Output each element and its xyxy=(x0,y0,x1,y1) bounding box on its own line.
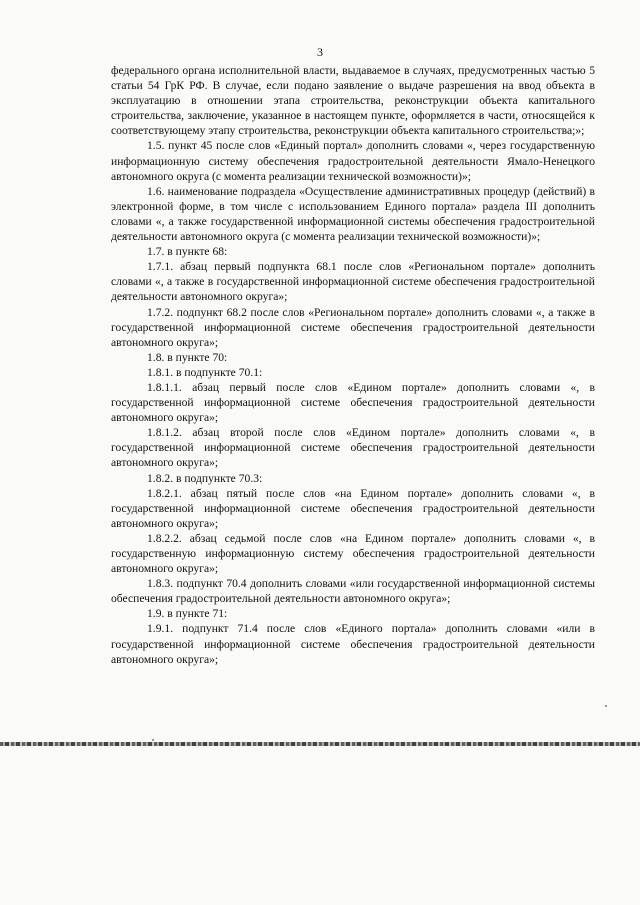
paragraph-1-8-1-1: 1.8.1.1. абзац первый после слов «Едином портале» дополнить словами «, в государственной информационной системе обеспечения градостроительной деятельности автономного округа»; xyxy=(111,380,595,425)
document-body xyxy=(111,63,595,667)
paragraph-1-8-2-1: 1.8.2.1. абзац пятый после слов «на Едином портале» дополнить словами «, в государственной информационной системе обеспечения градостроительной деятельности автономного округа»; xyxy=(111,486,595,530)
scan-speck xyxy=(605,705,607,707)
paragraph-1-8-2: 1.8.2. в подпункте 70.3: xyxy=(147,471,263,485)
paragraph-1-8-1: 1.8.1. в подпункте 70.1: xyxy=(147,365,263,379)
paragraph-1-7: 1.7. в пункте 68: xyxy=(147,245,228,259)
paragraph-1-9: 1.9. в пункте 71: xyxy=(147,607,228,621)
paragraph-continuation: федерального органа исполнительной власти, выдаваемое в случаях, предусмотренных частью 5 статьи 54 ГрК РФ. В случае, если подано заявление о выдаче разрешения на ввод объекта в эксплуатацию в отношении этапа строительства, реконструкции объекта капитального строительства, заключение, указанное в настоящем пункте, оформляется в части, относящейся к соответствующему этапу строительства, реконструкции объекта капитального строительства;»; xyxy=(111,64,595,138)
paragraph-1-8: 1.8. в пункте 70: xyxy=(147,350,228,364)
scan-artifact-line xyxy=(0,742,640,746)
paragraph-1-6: 1.6. наименование подраздела «Осуществление административных процедур (действий) в электронной форме, в том числе с использованием Единого портала» раздела III дополнить словами «, а также государственной информационной системы обеспечения градостроительной деятельности автономного округа (с момента реализации технической возможности)»; xyxy=(111,184,595,244)
paragraph-1-8-2-2: 1.8.2.2. абзац седьмой после слов «на Едином портале» дополнить словами «, в государственную информационную систему обеспечения градостроительной деятельности автономного округа»; xyxy=(111,531,595,576)
paragraph-1-7-2: 1.7.2. подпункт 68.2 после слов «Региональном портале» дополнить словами «, а также в государственной информационной системе обеспечения градостроительной деятельности автономного округа»; xyxy=(111,305,595,349)
paragraph-1-5: 1.5. пункт 45 после слов «Единый портал» дополнить словами «, через государственную информационную систему обеспечения градостроительной деятельности Ямало-Ненецкого автономного округа (с момента реализации технической возможности)»; xyxy=(111,139,595,183)
scan-speck xyxy=(152,739,154,741)
paragraph-1-8-1-2: 1.8.1.2. абзац второй после слов «Едином портале» дополнить словами «, в государственной информационной системе обеспечения градостроительной деятельности автономного округа»; xyxy=(111,426,595,470)
page-number: 3 xyxy=(317,45,323,59)
paragraph-1-9-1: 1.9.1. подпункт 71.4 после слов «Единого портала» дополнить словами «или в государственной информационной системе обеспечения градостроительной деятельности автономного округа»; xyxy=(111,622,595,666)
paragraph-1-7-1: 1.7.1. абзац первый подпункта 68.1 после слов «Региональном портале» дополнить словами «, а также в государственной информационной системе обеспечения градостроительной деятельности автономного округа»; xyxy=(111,260,595,304)
paragraph-1-8-3: 1.8.3. подпункт 70.4 дополнить словами «или государственной информационной системы обеспечения градостроительной деятельности автономного округа»; xyxy=(111,577,595,606)
